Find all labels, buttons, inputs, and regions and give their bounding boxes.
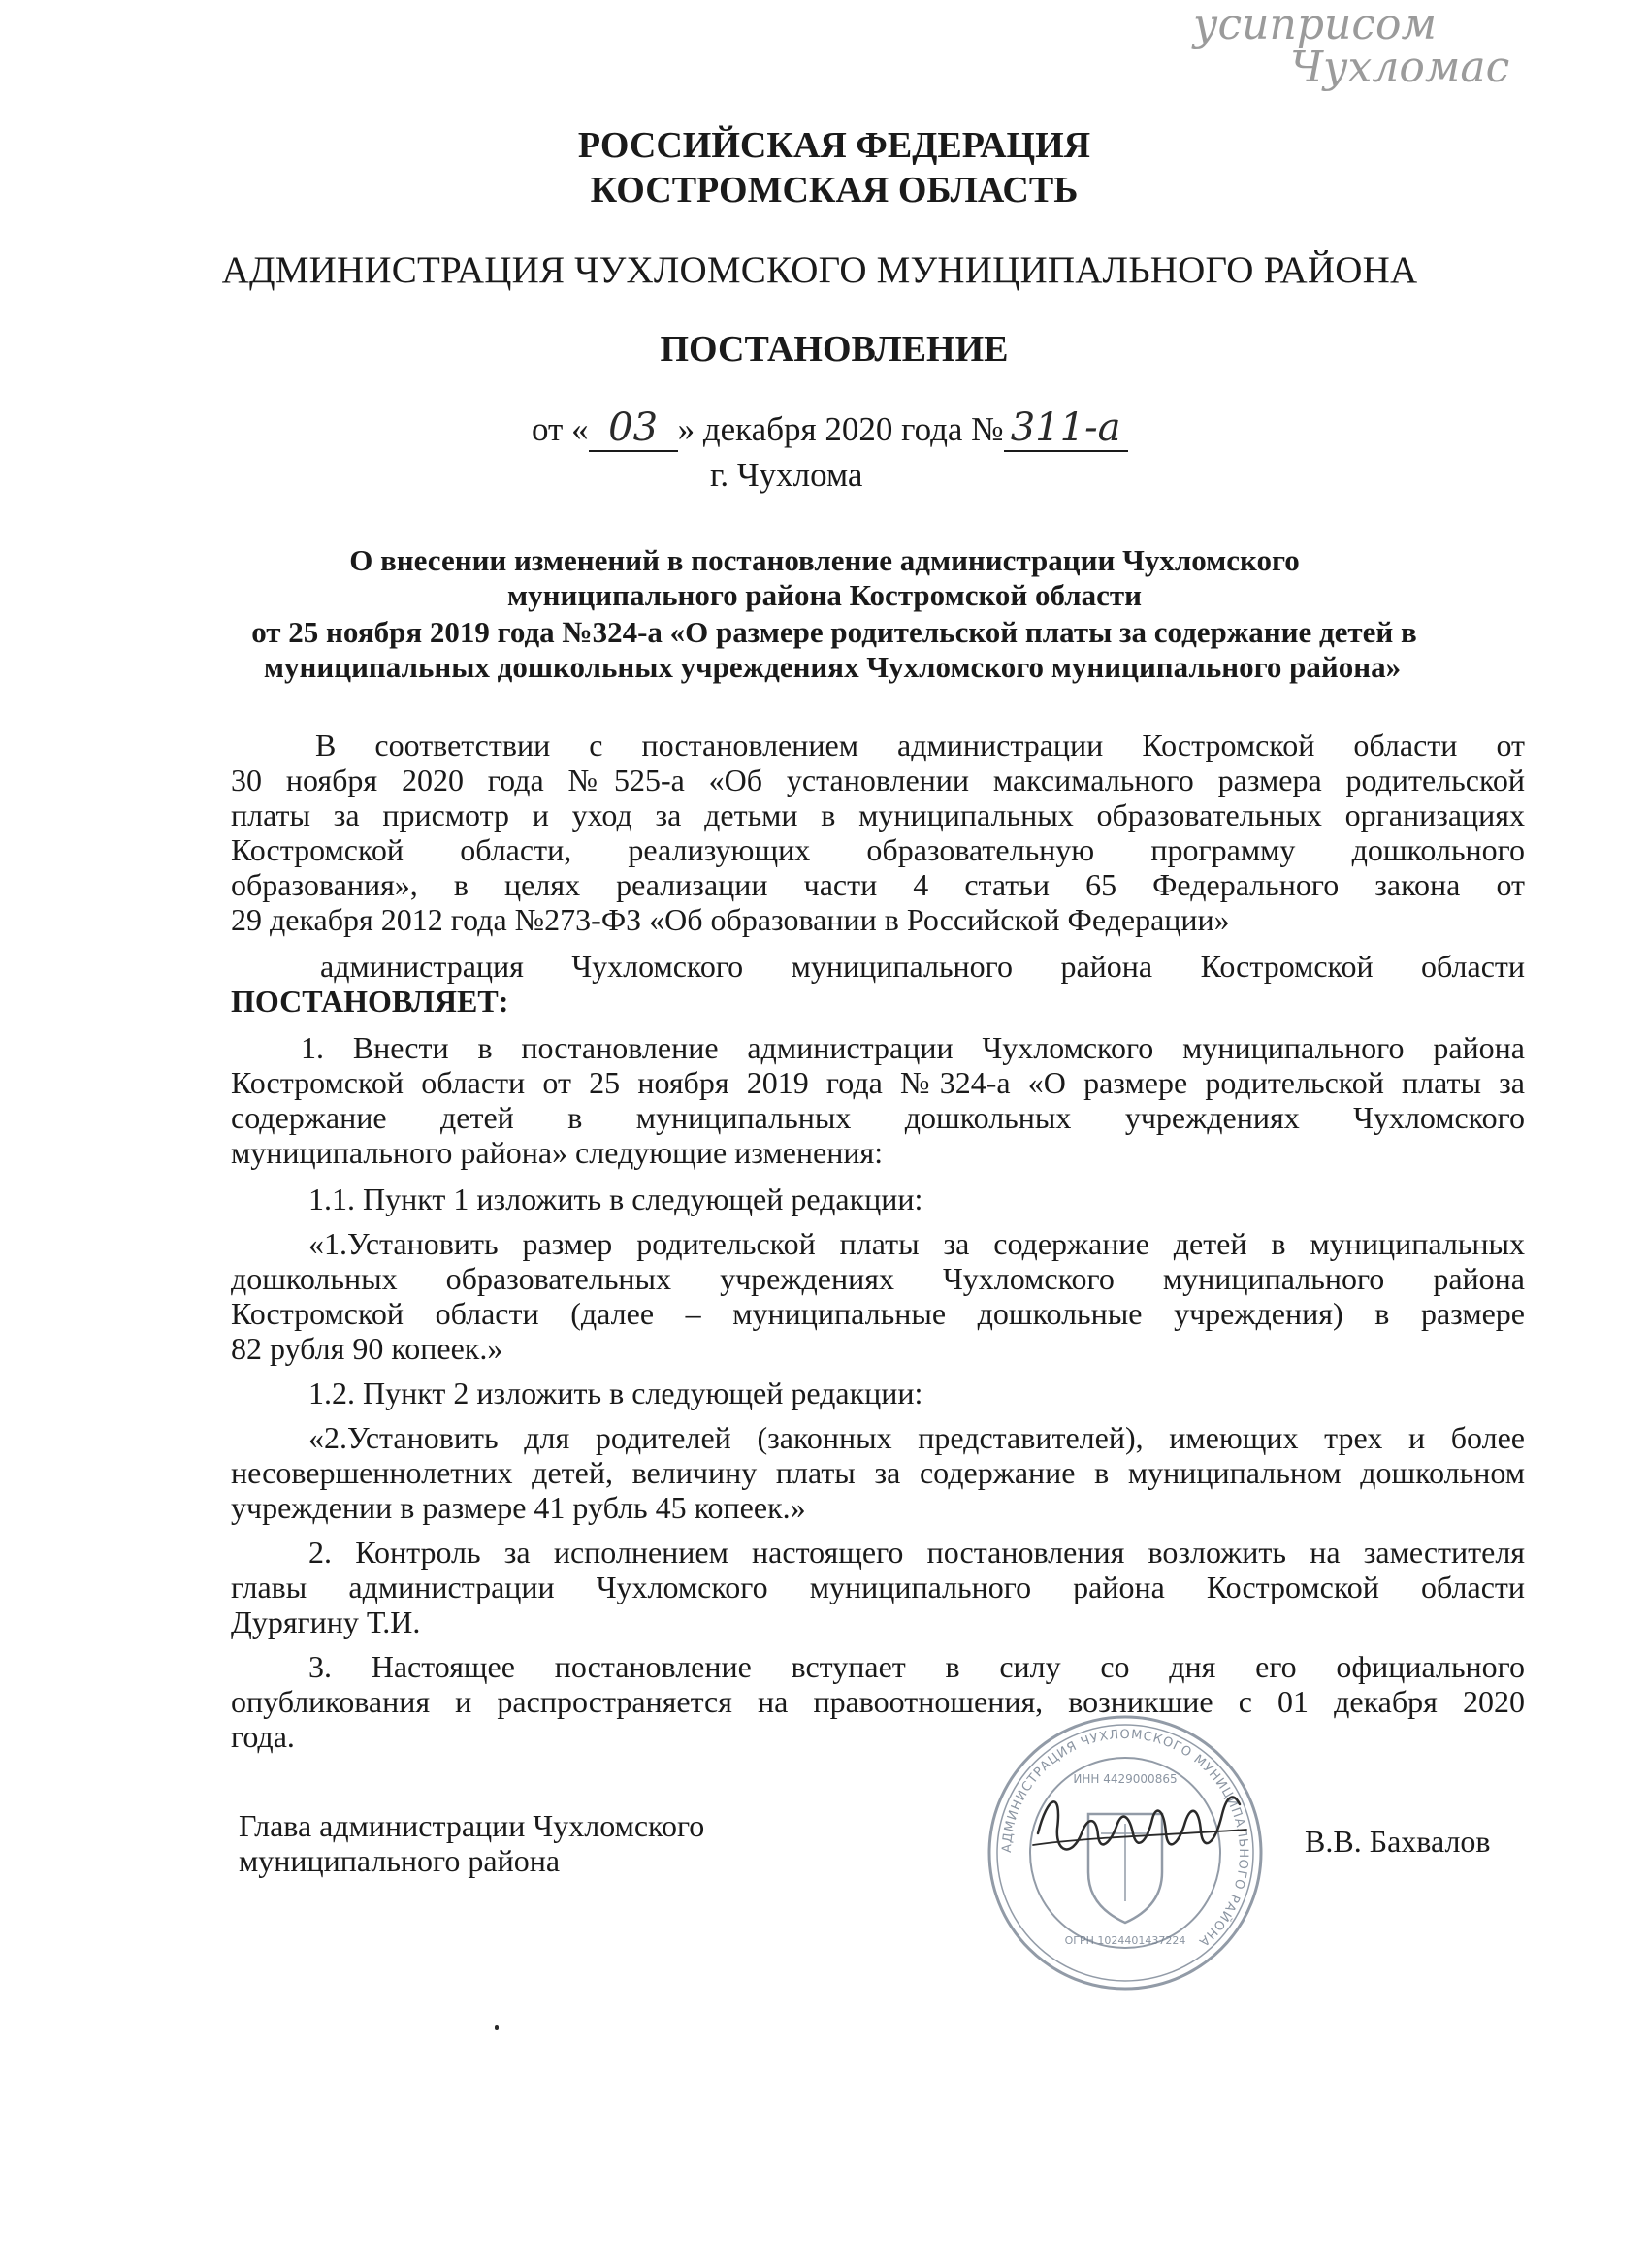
seal-inn: ИНН 4429000865 xyxy=(1073,1772,1178,1786)
quote1-line-2: дошкольных образовательных учреждениях Чухломского муниципального района xyxy=(231,1261,1525,1296)
p1-line-2: 30 ноября 2020 года №525-а «Об установлении максимального размера родительской xyxy=(231,762,1525,797)
p1-line-6: 29 декабря 2012 года №273-ФЗ «Об образовании в Российской Федерации» xyxy=(231,902,1230,937)
stray-ink-dot xyxy=(495,2025,499,2030)
handwritten-corner-note xyxy=(1154,0,1562,107)
quote1-line-3: Костромской области (далее – муниципальные дошкольные учреждения) в размере xyxy=(231,1296,1525,1331)
header-organization: АДМИНИСТРАЦИЯ ЧУХЛОМСКОГО МУНИЦИПАЛЬНОГО РАЙОНА xyxy=(221,249,1418,291)
document-type-title: ПОСТАНОВЛЕНИЕ xyxy=(660,329,1009,370)
header-country: РОССИЙСКАЯ ФЕДЕРАЦИЯ xyxy=(577,125,1091,166)
title-line-2: муниципального района Костромской области xyxy=(507,578,1142,612)
item1-line-1: 1. Внести в постановление администрации Чухломского муниципального района xyxy=(301,1030,1525,1065)
seal-ring-text: АДМИНИСТРАЦИЯ ЧУХЛОМСКОГО МУНИЦИПАЛЬНОГО РАЙОНА xyxy=(999,1727,1251,1950)
quote2-line-3: учреждении в размере 41 рубль 45 копеек.» xyxy=(231,1490,806,1525)
document-number: 311-а xyxy=(1004,405,1128,452)
item-1-2: 1.2. Пункт 2 изложить в следующей редакции: xyxy=(308,1376,923,1410)
title-line-3: от 25 ноября 2019 года №324-а «О размере родительской платы за содержание детей в xyxy=(251,615,1417,649)
item2-line-3: Дурягину Т.И. xyxy=(231,1604,421,1639)
p1-line-4: Костромской области, реализующих образовательную программу дошкольного xyxy=(231,832,1525,867)
date-month-year: » декабря 2020 года № xyxy=(677,410,1004,448)
quote1-line-1: «1.Установить размер родительской платы за содержание детей в муниципальных xyxy=(308,1226,1525,1261)
quote1-line-4: 82 рубля 90 копеек.» xyxy=(231,1331,503,1366)
title-line-1: О внесении изменений в постановление администрации Чухломского xyxy=(349,543,1300,577)
title-line-4: муниципальных дошкольных учреждениях Чухломского муниципального района» xyxy=(263,650,1402,684)
date-prefix: от « xyxy=(532,410,589,448)
resolves-keyword: ПОСТАНОВЛЯЕТ: xyxy=(231,984,509,1019)
signatory-name: В.В. Бахвалов xyxy=(1305,1824,1491,1859)
p1-line-5: образования», в целях реализации части 4 статьи 65 Федерального закона от xyxy=(231,867,1525,902)
date-day: 03 xyxy=(589,405,678,452)
date-line xyxy=(532,405,1128,452)
quote2-line-2: несовершеннолетних детей, величину платы за содержание в муниципальном дошкольном xyxy=(231,1455,1525,1490)
item3-line-1: 3. Настоящее постановление вступает в силу со дня его официального xyxy=(308,1649,1525,1684)
corner-note-line-1: усиприсом xyxy=(1193,0,1437,49)
item1-line-3: содержание детей в муниципальных дошкольных учреждениях Чухломского xyxy=(231,1100,1525,1135)
signatory-position-line-1: Глава администрации Чухломского xyxy=(239,1808,705,1843)
item2-line-1: 2. Контроль за исполнением настоящего постановления возложить на заместителя xyxy=(308,1535,1525,1570)
item3-line-3: года. xyxy=(231,1719,295,1754)
handwritten-signature xyxy=(1028,1775,1251,1882)
header-region: КОСТРОМСКАЯ ОБЛАСТЬ xyxy=(590,170,1079,211)
item-1-1: 1.1. Пункт 1 изложить в следующей редакции: xyxy=(308,1182,923,1216)
item1-line-2: Костромской области от 25 ноября 2019 года №324-а «О размере родительской платы за xyxy=(231,1065,1525,1100)
item3-line-2: опубликования и распространяется на правоотношения, возникшие с 01 декабря 2020 xyxy=(231,1684,1525,1719)
signatory-position-line-2: муниципального района xyxy=(239,1843,561,1878)
quote2-line-1: «2.Установить для родителей (законных представителей), имеющих трех и более xyxy=(308,1420,1525,1455)
p1-line-3: платы за присмотр и уход за детьми в муниципальных образовательных организациях xyxy=(231,797,1525,832)
p2-line-1: администрация Чухломского муниципального района Костромской области xyxy=(320,949,1525,984)
city: г. Чухлома xyxy=(710,456,863,494)
seal-ogrn: ОГРН 1024401437224 xyxy=(1064,1934,1186,1947)
p1-line-1: В соответствии с постановлением администрации Костромской области от xyxy=(315,728,1525,762)
item2-line-2: главы администрации Чухломского муниципального района Костромской области xyxy=(231,1570,1525,1604)
item1-line-4: муниципального района» следующие изменения: xyxy=(231,1135,884,1170)
corner-note-line-2: Чухломас xyxy=(1290,43,1510,92)
